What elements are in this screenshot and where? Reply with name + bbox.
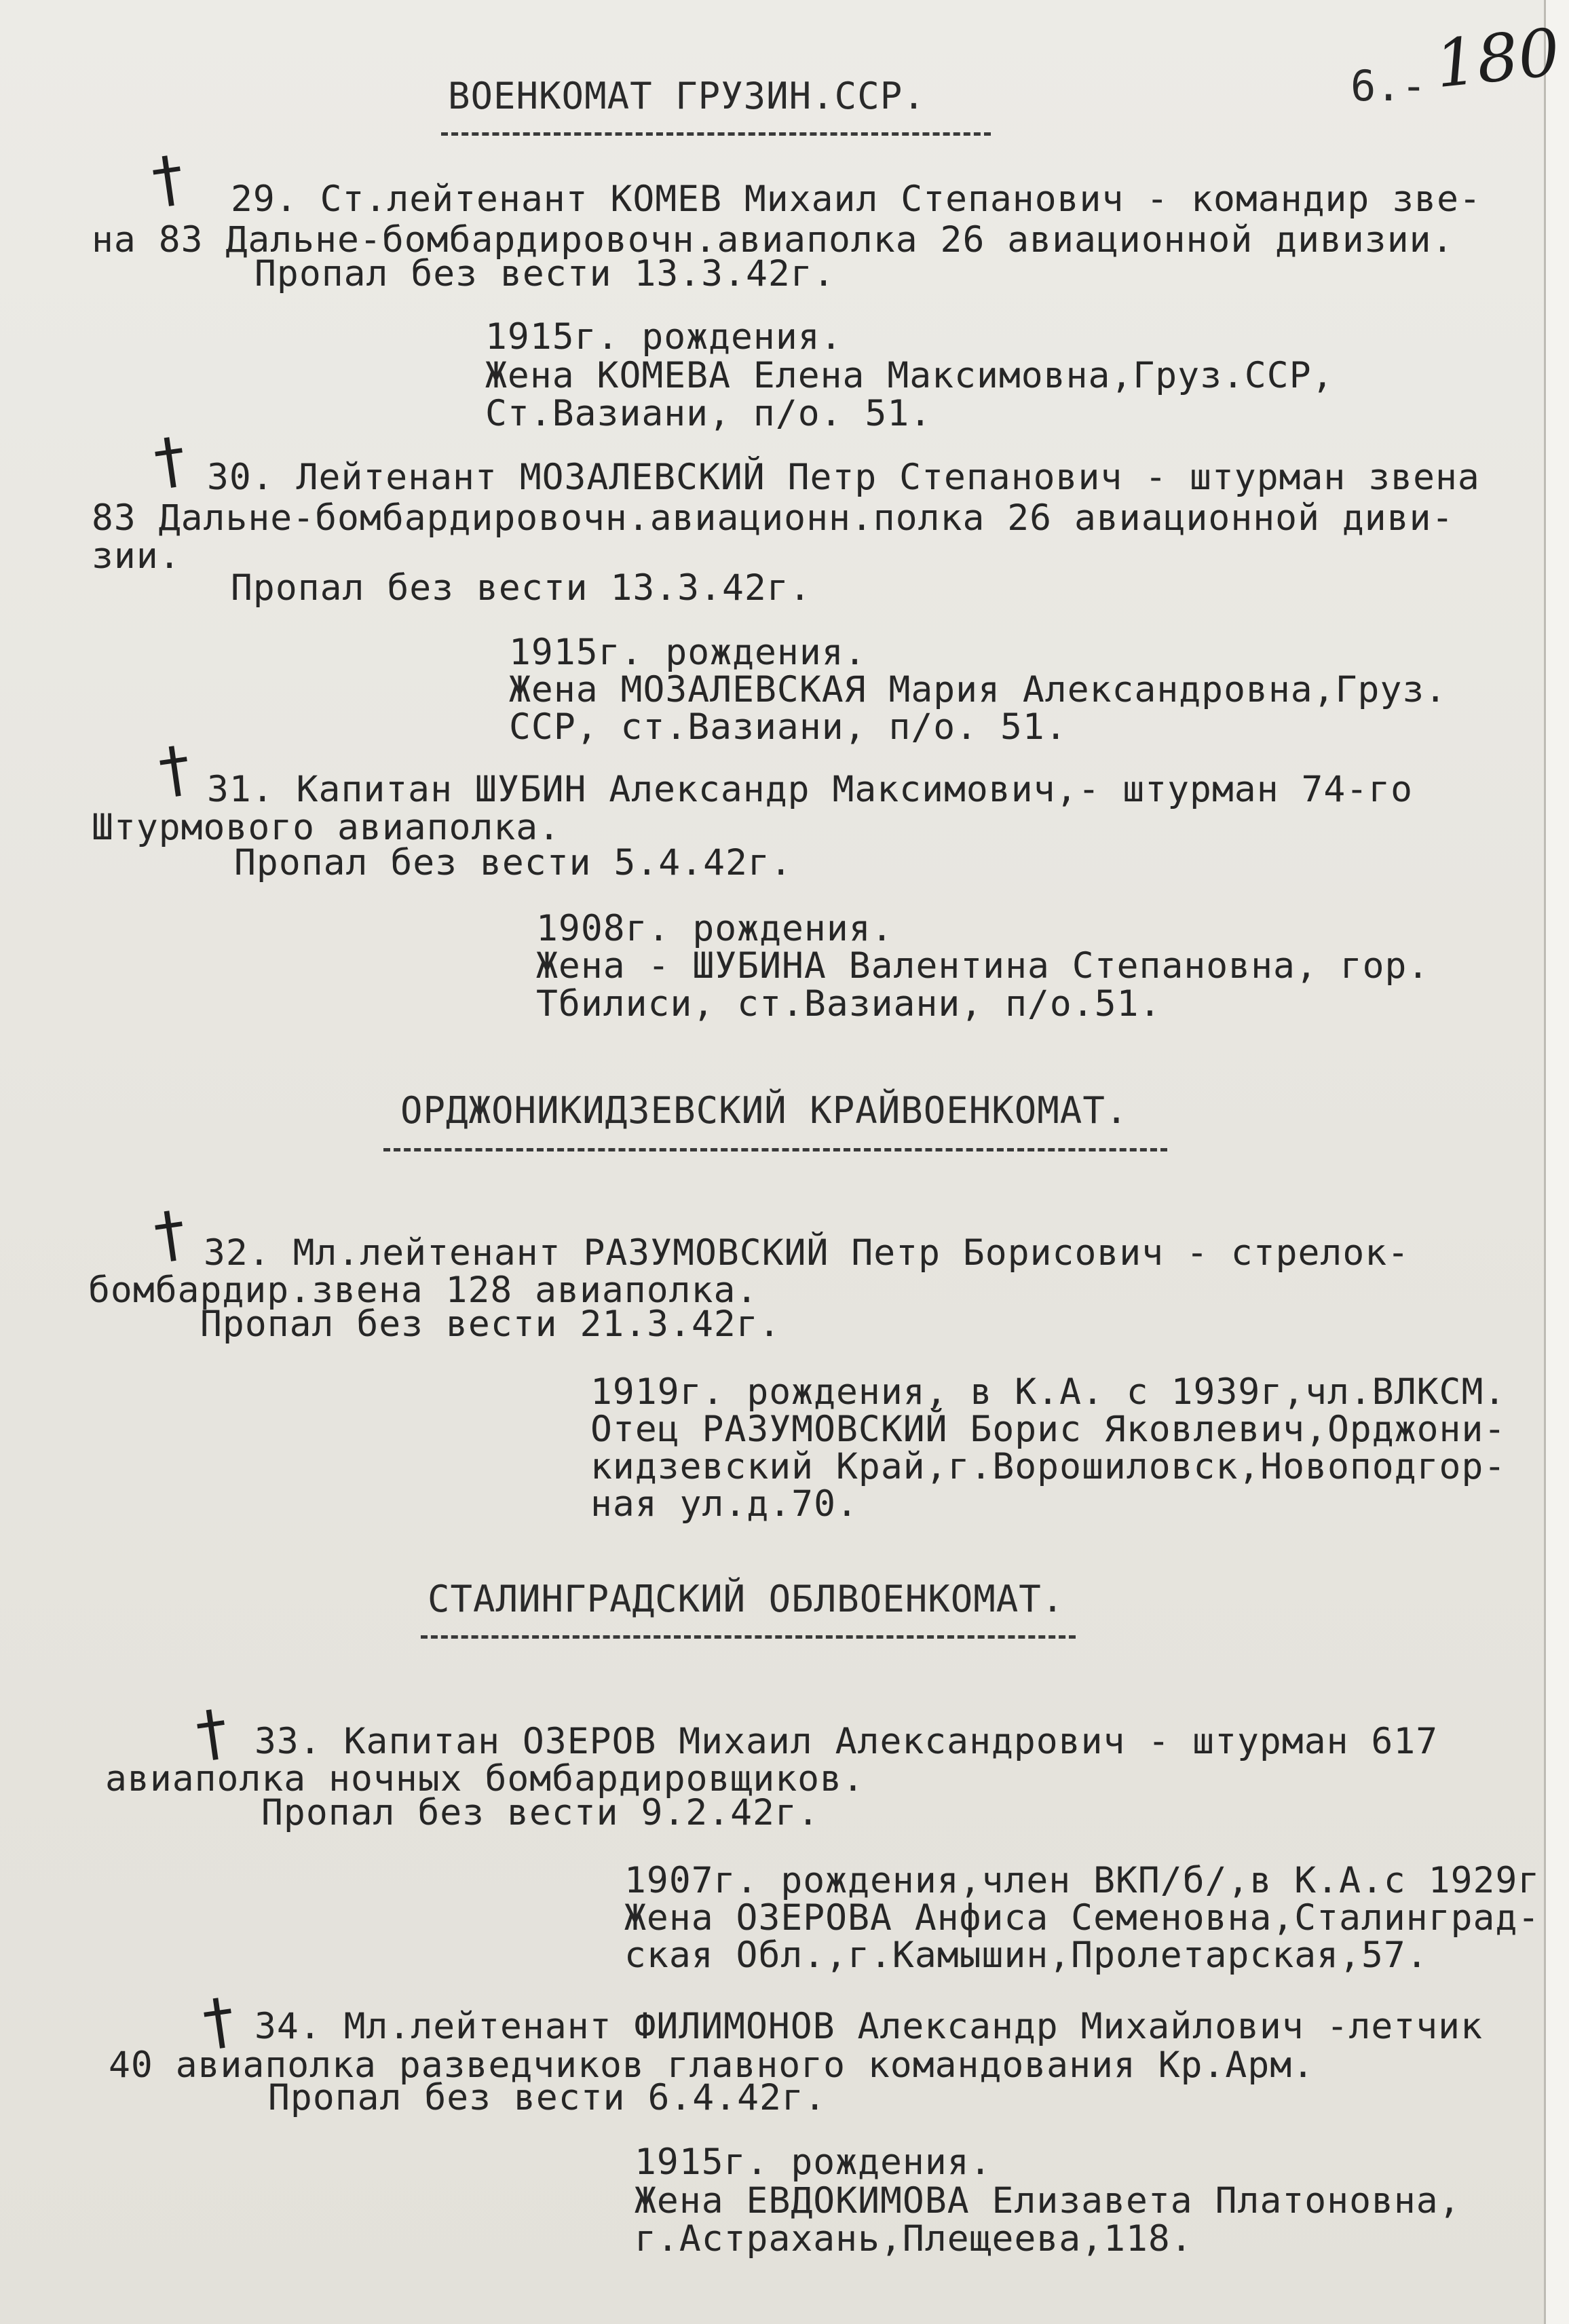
entry-line: 29. Ст.лейтенант КОМЕВ Михаил Степанович - командир зве- [231,178,1481,220]
watermark-stamp [286,878,413,995]
page-number: 6.- [1350,61,1426,111]
entry-detail: 1915г. рождения. [485,316,843,358]
section-underline [421,1635,1076,1639]
entry-detail: 1915г. рождения. [635,2141,992,2183]
entry-detail: Жена - ШУБИНА Валентина Степановна, гор. [536,945,1430,987]
entry-detail: Жена ОЗЕРОВА Анфиса Семеновна,Сталинград- [624,1897,1540,1939]
handwritten-page-number: 180 [1431,14,1564,103]
entry-detail: кидзевский Край,г.Ворошиловск,Новоподгор- [590,1446,1507,1487]
entry-detail: 1919г. рождения, в К.А. с 1939г,чл.ВЛКСМ. [590,1371,1507,1413]
cross-mark-icon: † [147,142,189,217]
cross-mark-icon: † [149,423,191,499]
entry-line: 31. Капитан ШУБИН Александр Максимович,- штурман 74-го [207,769,1414,810]
entry-line: бомбардир.звена 128 авиаполка. [88,1270,759,1311]
entry-line: 30. Лейтенант МОЗАЛЕВСКИЙ Петр Степанович - штурман звена [207,457,1480,498]
entry-line: на 83 Дальне-бомбардировочн.авиаполка 26 авиационной дивизии. [92,219,1454,261]
watermark-stamp [62,600,189,717]
watermark-stamp [83,1136,210,1253]
section-heading: ОРДЖОНИКИДЗЕВСКИЙ КРАЙВОЕНКОМАТ. [400,1089,1129,1132]
cross-mark-icon: † [191,1696,233,1771]
section-heading: СТАЛИНГРАДСКИЙ ОБЛВОЕНКОМАТ. [428,1578,1065,1620]
title-underline [441,132,991,136]
entry-missing-date: Пропал без вести 6.4.42г. [268,2077,827,2118]
cross-mark-icon: † [198,1984,240,2059]
entry-missing-date: Пропал без вести 21.3.42г. [200,1303,781,1345]
entry-missing-date: Пропал без вести 5.4.42г. [234,842,793,883]
entry-detail: 1908г. рождения. [536,908,894,949]
next-page-edge [1544,0,1569,2324]
entry-detail: г.Астрахань,Плещеева,118. [635,2218,1193,2260]
entry-missing-date: Пропал без вести 13.3.42г. [231,567,812,609]
entry-missing-date: Пропал без вести 13.3.42г. [254,253,835,294]
entry-detail: Жена ЕВДОКИМОВА Елизавета Платоновна, [635,2180,1461,2222]
entry-missing-date: Пропал без вести 9.2.42г. [261,1792,820,1833]
entry-detail: ская Обл.,г.Камышин,Пролетарская,57. [624,1935,1429,1976]
watermark-stamp [1352,335,1479,452]
entry-line: 32. Мл.лейтенант РАЗУМОВСКИЙ Петр Борисович - стрелок- [204,1232,1410,1274]
section-underline [383,1148,1167,1151]
entry-detail: ССР, ст.Вазиани, п/о. 51. [509,706,1067,748]
entry-line: 40 авиаполка разведчиков главного командования Кр.Арм. [109,2044,1315,2086]
cross-mark-icon: † [149,1197,191,1272]
cross-mark-icon: † [154,732,195,807]
entry-line: авиаполка ночных бомбардировщиков. [105,1758,865,1799]
entry-detail: 1907г. рождения,член ВКП/б/,в К.А.с 1929г [624,1860,1540,1901]
entry-detail: ная ул.д.70. [590,1483,858,1525]
entry-line: 83 Дальне-бомбардировочн.авиационн.полка 26 авиационной диви- [92,497,1454,539]
entry-line: 34. Мл.лейтенант ФИЛИМОНОВ Александр Михайлович -летчик [254,2006,1483,2047]
entry-detail: Ст.Вазиани, п/о. 51. [485,393,932,434]
watermark-stamp [320,1407,447,1524]
entry-line: Штурмового авиаполка. [92,807,561,848]
entry-detail: 1915г. рождения. [509,632,867,673]
entry-line: 33. Капитан ОЗЕРОВ Михаил Александрович - штурман 617 [254,1721,1439,1762]
entry-detail: Тбилиси, ст.Вазиани, п/о.51. [536,983,1162,1025]
page-title: ВОЕНКОМАТ ГРУЗИН.ССР. [448,75,926,117]
entry-detail: Жена КОМЕВА Елена Максимовна,Груз.ССР, [485,355,1334,396]
entry-detail: Отец РАЗУМОВСКИЙ Борис Яковлевич,Орджони- [590,1409,1507,1450]
entry-detail: Жена МОЗАЛЕВСКАЯ Мария Александровна,Груз. [509,669,1448,710]
entry-line: зии. [92,535,181,577]
